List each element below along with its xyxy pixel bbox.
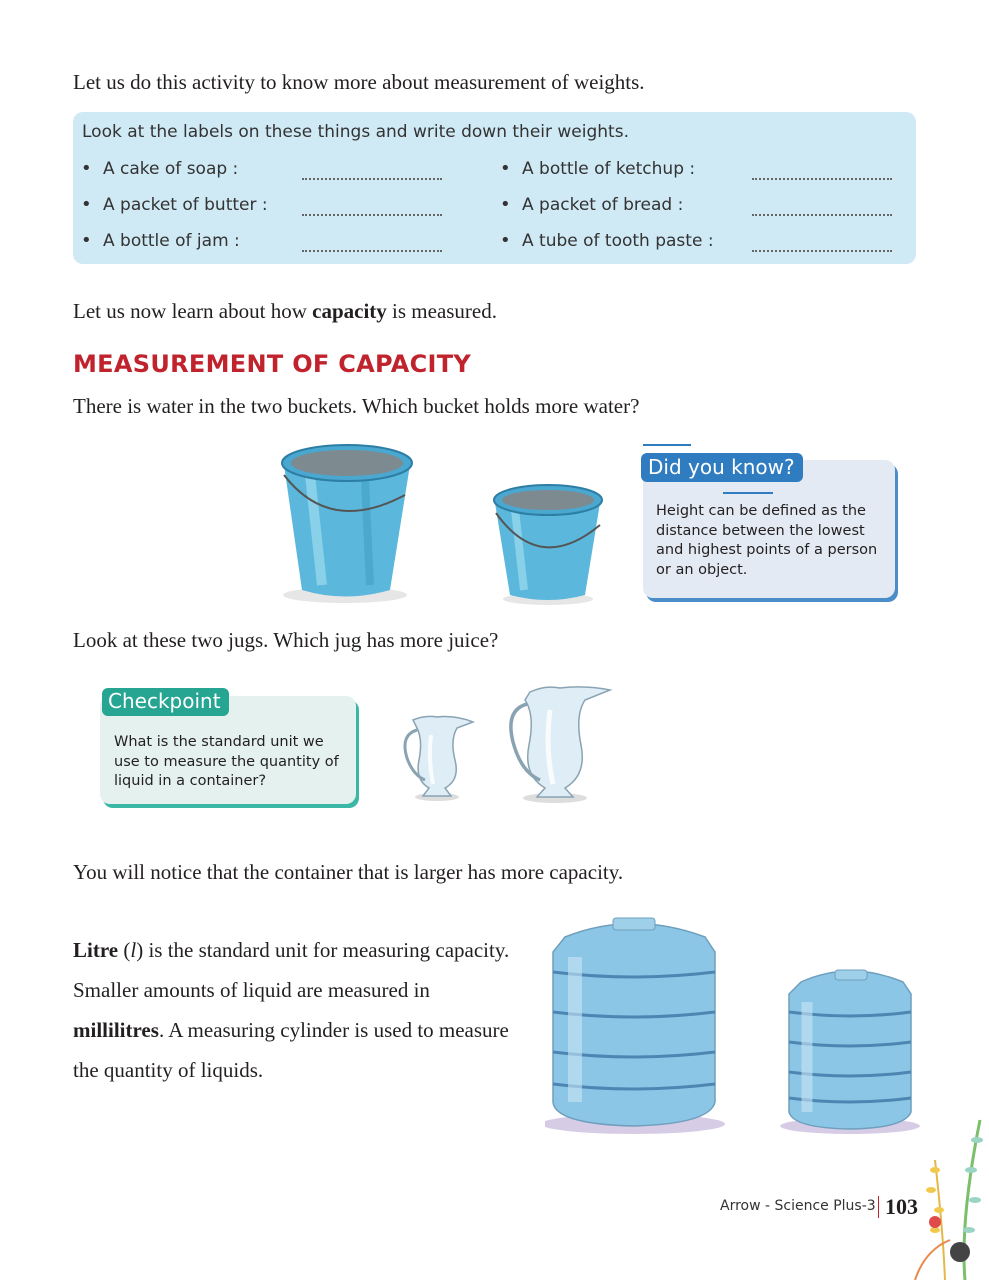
tanks-illustration	[545, 912, 925, 1137]
item-label: A bottle of ketchup :	[522, 159, 696, 179]
item-label: A packet of bread :	[522, 195, 684, 215]
answer-blank[interactable]	[302, 214, 442, 216]
item-label: A cake of soap :	[103, 159, 239, 179]
notice-text: You will notice that the container that is larger has more capacity.	[73, 860, 624, 884]
large-tank-icon	[545, 918, 725, 1134]
small-bucket-icon	[494, 485, 602, 605]
list-item	[500, 158, 695, 179]
answer-blank[interactable]	[752, 250, 892, 252]
checkpoint-text: What is the standard unit we use to measure the quantity of liquid in a container?	[114, 734, 339, 790]
large-bucket-icon	[282, 445, 412, 603]
footer-divider	[878, 1196, 879, 1218]
bucket-question: There is water in the two buckets. Which bucket holds more water?	[73, 394, 640, 418]
activity-instruction: Look at the labels on these things and write down their weights.	[82, 122, 629, 142]
section-heading: MEASUREMENT OF CAPACITY	[73, 350, 472, 378]
jugs-illustration	[395, 680, 615, 805]
checkpoint-card	[100, 689, 356, 804]
list-item	[81, 158, 238, 179]
jug-question: Look at these two jugs. Which jug has more juice?	[73, 628, 499, 652]
activity-box	[73, 112, 916, 264]
did-you-know-title: Did you know?	[641, 453, 803, 482]
answer-blank[interactable]	[302, 178, 442, 180]
list-item	[81, 230, 240, 251]
page-number: 103	[885, 1194, 918, 1219]
checkpoint-title: Checkpoint	[102, 688, 229, 716]
list-item	[81, 194, 268, 215]
footer-book-title: Arrow - Science Plus-3	[720, 1198, 876, 1214]
answer-blank[interactable]	[752, 214, 892, 216]
answer-blank[interactable]	[752, 178, 892, 180]
intro-text: Let us do this activity to know more about measurement of weights.	[73, 70, 645, 94]
buckets-illustration	[270, 435, 620, 610]
bullet-icon: •	[81, 230, 92, 251]
item-label: A tube of tooth paste :	[522, 231, 714, 251]
decor-line	[643, 444, 691, 446]
large-jug-icon	[511, 687, 610, 803]
small-tank-icon	[780, 970, 920, 1134]
litre-paragraph: Litre (l) is the standard unit for measuring capacity. Smaller amounts of liquid are measured in millilitres. A measuring cylinder is used to measure the quantity of liquids.	[73, 938, 510, 1082]
bullet-icon: •	[81, 158, 92, 179]
did-you-know-card	[643, 455, 895, 598]
list-item	[500, 230, 714, 251]
small-jug-icon	[405, 716, 473, 801]
decor-line	[723, 492, 773, 494]
bullet-icon: •	[500, 158, 511, 179]
bullet-icon: •	[500, 230, 511, 251]
bullet-icon: •	[81, 194, 92, 215]
list-item	[500, 194, 683, 215]
floral-decoration-icon	[905, 1100, 989, 1280]
capacity-intro: Let us now learn about how capacity is measured.	[73, 299, 498, 323]
item-label: A bottle of jam :	[103, 231, 240, 251]
bullet-icon: •	[500, 194, 511, 215]
answer-blank[interactable]	[302, 250, 442, 252]
item-label: A packet of butter :	[103, 195, 268, 215]
did-you-know-text: Height can be defined as the distance between the lowest and highest points of a person or an object.	[656, 503, 878, 578]
